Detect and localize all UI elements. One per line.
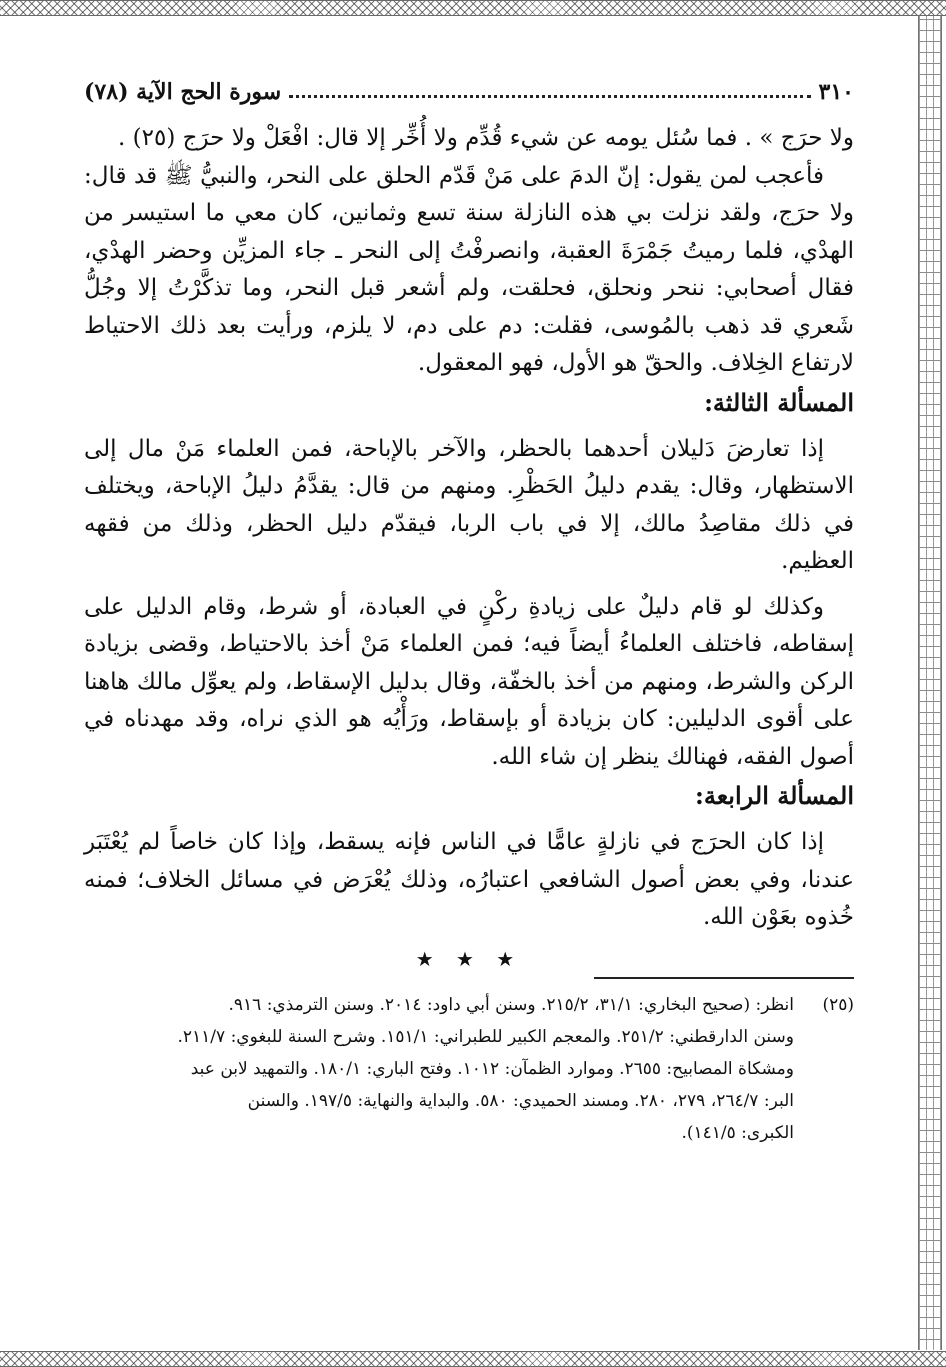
footnote-number: (٢٥) bbox=[822, 994, 854, 1015]
page-number: ٣١٠ bbox=[818, 79, 854, 105]
footnote-line: ومشكاة المصابيح: ٢٦٥٥. وموارد الظمآن: ١٠١٢. وفتح الباري: ١٨٠/١. والتمهيد لابن عبد bbox=[190, 1058, 794, 1079]
paragraph-2: فأعجب لمن يقول: إنّ الدمَ على مَنْ قَدّم الحلق على النحر، والنبيُّ ﷺ قد قال: ولا حرَج، ولقد نزلت بي هذه النازلة سنة تسع وثمانين، كان معي ما استيسر من الهدْي، فلما رميتُ جَمْرَةَ العقبة، وانصرفْتُ إلى النحر ـ جاء المزيِّن وحضر الهدْي، فقال أصحابي: ننحر ونحلق، فحلقت، ولم أشعر قبل النحر، وما تذكَّرْتُ إلا وجُلُّ شَعري قد ذهب بالمُوسى، فقلت: دم على دم، لا يلزم، ورأيت بعد ذلك الاحتياط لارتفاع الخِلاف. والحقّ هو الأول، فهو المعقول. bbox=[84, 162, 854, 376]
footnote-line: انظر: (صحيح البخاري: ٣١/١، ٢١٥/٢. وسنن أبي داود: ٢٠١٤. وسنن الترمذي: ٩١٦. bbox=[228, 994, 794, 1015]
decorative-border-bottom bbox=[0, 1351, 946, 1367]
decorative-border-top bbox=[0, 0, 946, 16]
footnote-rule bbox=[594, 977, 854, 979]
book-page bbox=[84, 72, 854, 1149]
running-header bbox=[84, 72, 854, 112]
paragraph-5: إذا كان الحرَج في نازلةٍ عامًّا في الناس فإنه يسقط، وإذا كان خاصاً لم يُعْتَبَر عندنا، وفي بعض أصول الشافعي اعتبارُه، وذلك يُعْرَض في مسائل الخلاف؛ فمنه خُذوه بعَوْن الله. bbox=[84, 829, 854, 930]
decorative-border-right bbox=[918, 16, 942, 1350]
paragraph-4: وكذلك لو قام دليلٌ على زيادةِ ركْنٍ في العبادة، أو شرط، وقام الدليل على إسقاطه، فاختلف العلماءُ أيضاً فيه؛ فمن العلماء مَنْ أخذ بالاحتياط، وقضى بزيادة الركن والشرط، ومنهم من أخذ بالخفّة، وقال بدليل الإسقاط، ولم يعوِّل مالك هاهنا على أقوى الدليلين: كان بزيادة أو بإسقاط، ورَأْيُه هو الذي نراه، وقد مهدناه في أصول الفقه، فهنالك ينظر إن شاء الله. bbox=[84, 593, 854, 770]
paragraph-3: إذا تعارضَ دَليلان أحدهما بالحظر، والآخر بالإباحة، فمن العلماء مَنْ مال إلى الاستظهار، وقال: يقدم دليلُ الحَظْرِ. ومنهم من قال: يقدَّمُ دليلُ الإباحة، ويختلف في ذلك مقاصِدُ مالك، إلا في باب الربا، فيقدّم دليل الحظر، وذلك من فقهه العظيم. bbox=[84, 435, 854, 574]
section-separator: ★ ★ ★ bbox=[415, 946, 523, 971]
chapter-title: سورة الحج الآية (٧٨) bbox=[84, 79, 282, 105]
header-dots bbox=[289, 95, 810, 98]
footnote-line: وسنن الدارقطني: ٢٥١/٢. والمعجم الكبير للطبراني: ١٥١/١. وشرح السنة للبغوي: ٢١١/٧. bbox=[177, 1026, 794, 1047]
footnote-body bbox=[84, 989, 794, 1149]
footnote-line: الكبرى: ١٤١/٥). bbox=[681, 1122, 794, 1143]
footnote-line: البر: ٢٦٤/٧، ٢٧٩، ٢٨٠. ومسند الحميدي: ٥٨٠. والبداية والنهاية: ١٩٧/٥. والسنن bbox=[247, 1090, 794, 1111]
footnote bbox=[84, 989, 854, 1149]
paragraph-1: ولا حرَج » . فما سُئل يومه عن شيء قُدِّم ولا أُخِّر إلا قال: افْعَلْ ولا حرَج (٢٥) . bbox=[118, 125, 854, 151]
section-heading-3: المسألة الثالثة: bbox=[704, 387, 854, 417]
section-heading-4: المسألة الرابعة: bbox=[695, 781, 854, 810]
